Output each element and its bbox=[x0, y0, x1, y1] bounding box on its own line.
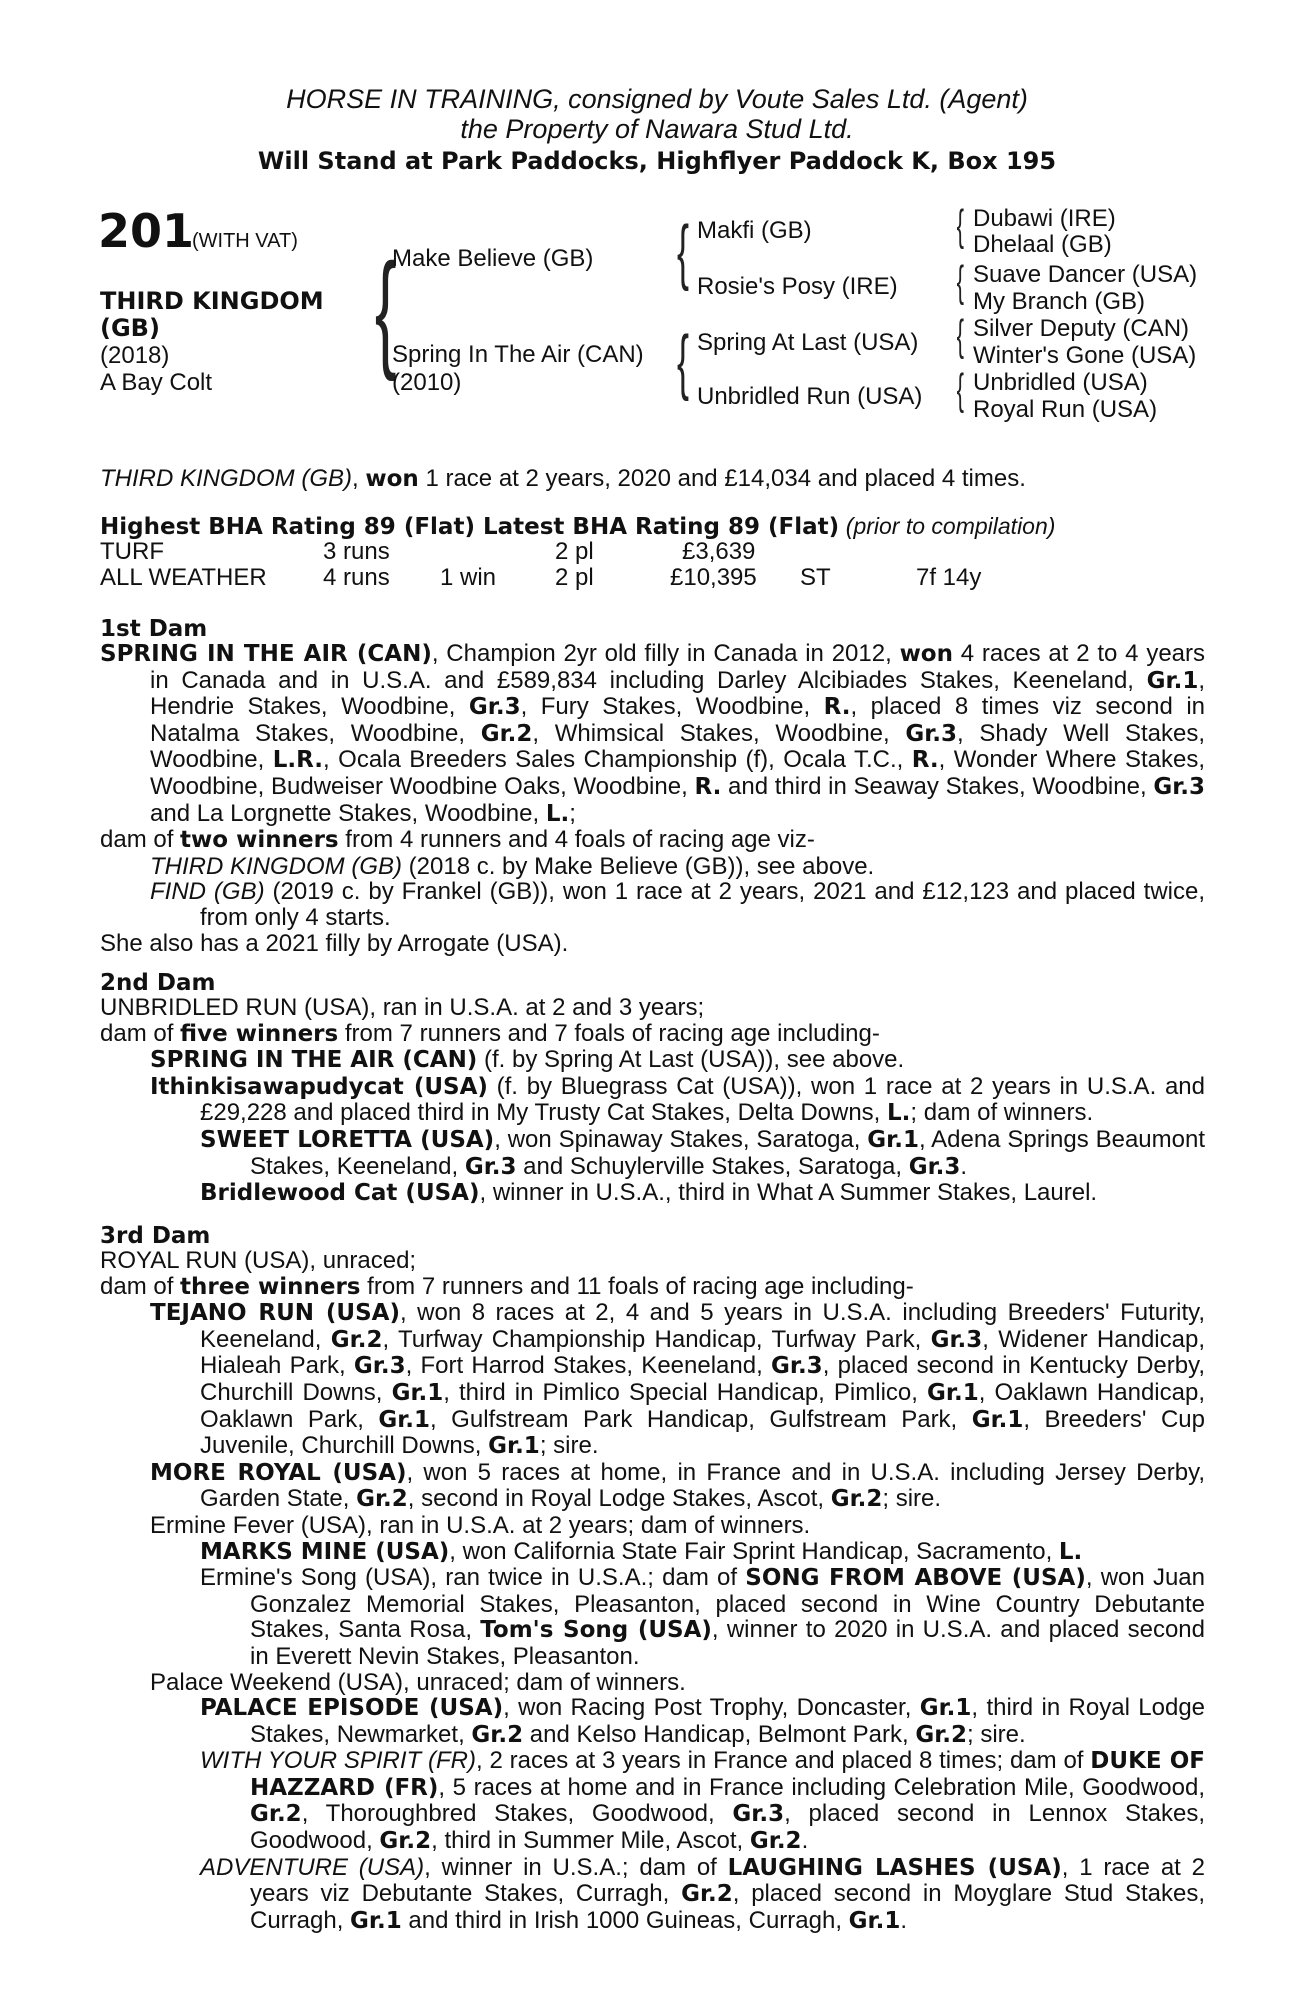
text-run: . bbox=[801, 1827, 809, 1855]
text-run: , placed second in Kentucky Derby, Churchill Downs, bbox=[200, 1352, 1205, 1406]
horse-description: A Bay Colt bbox=[100, 369, 213, 396]
text-run: , won Juan Gonzalez Memorial Stakes, Pleasanton, placed second in Wine Country Debutante Stakes, Santa Rosa, bbox=[250, 1564, 1205, 1644]
text-run: , Champion 2yr old filly in Canada in 2012, bbox=[431, 640, 900, 667]
second-dam-heading: 2nd Dam bbox=[100, 970, 216, 996]
pedigree-sire-dam: Rosie's Posy (IRE) bbox=[697, 273, 898, 300]
text-run: , Shady Well Stakes, Woodbine, bbox=[150, 719, 1206, 774]
text-run: PALACE EPISODE (USA) bbox=[200, 1695, 504, 1722]
rating-bold: Highest BHA Rating 89 (Flat) Latest BHA Rating 89 (Flat) bbox=[100, 514, 840, 540]
pedigree-brace-main: { bbox=[374, 236, 397, 382]
aw-going: ST bbox=[800, 564, 831, 591]
text-run: Gr.3 bbox=[464, 1153, 517, 1180]
text-run: , Breeders' Cup Juvenile, Churchill Downs, bbox=[200, 1405, 1205, 1460]
text-run: dam of bbox=[100, 826, 181, 854]
race-summary: THIRD KINGDOM (GB), won 1 race at 2 years, 2020 and £14,034 and placed 4 times. bbox=[100, 465, 1026, 492]
text-run: (2019 c. by Frankel (GB)), won 1 race at 2 years, 2021 and £12,123 and placed twice, from only 4 starts. bbox=[200, 878, 1205, 931]
text-run: . bbox=[960, 1152, 968, 1180]
dam3-p7 bbox=[100, 1565, 1205, 1669]
text-run: DUKE OF HAZZARD (FR) bbox=[250, 1748, 1206, 1801]
text-run: Gr.2 bbox=[749, 1828, 802, 1855]
summary-text: 1 race at 2 years, 2020 and £14,034 and placed 4 times. bbox=[418, 465, 1026, 492]
text-run: Gr.2 bbox=[480, 720, 533, 747]
text-run: , Hendrie Stakes, Woodbine, bbox=[150, 666, 1205, 721]
text-run: , Thoroughbred Stakes, Goodwood, bbox=[301, 1800, 733, 1828]
third-dam-heading: 3rd Dam bbox=[100, 1223, 211, 1249]
text-run: and Kelso Handicap, Belmont Park, bbox=[523, 1720, 916, 1748]
dam1-p3 bbox=[100, 854, 1205, 880]
text-run: L. bbox=[887, 1100, 911, 1127]
pedigree-sds: Suave Dancer (USA) bbox=[973, 261, 1198, 288]
text-run: ; dam of winners. bbox=[910, 1099, 1094, 1127]
text-run: Palace Weekend (USA), unraced; dam of winners. bbox=[150, 1668, 686, 1696]
pedigree-sire: Make Believe (GB) bbox=[392, 245, 594, 272]
pedigree-dam-dam: Unbridled Run (USA) bbox=[697, 383, 923, 410]
text-run: Gr.3 bbox=[1153, 773, 1206, 800]
text-run: MORE ROYAL (USA) bbox=[150, 1459, 407, 1486]
first-dam-heading: 1st Dam bbox=[100, 616, 208, 642]
text-run: Gr.3 bbox=[905, 720, 958, 747]
text-run: ; bbox=[569, 799, 576, 827]
dam3-p9 bbox=[100, 1695, 1205, 1748]
dam2-p3 bbox=[100, 1047, 1205, 1074]
summary-name: THIRD KINGDOM (GB) bbox=[100, 465, 352, 492]
text-run: SWEET LORETTA (USA) bbox=[200, 1126, 495, 1153]
text-run: , placed second in Lennox Stakes, Goodwood, bbox=[250, 1800, 1205, 1855]
text-run: from 7 runners and 11 foals of racing age including- bbox=[360, 1272, 914, 1300]
turf-placed: 2 pl bbox=[555, 538, 594, 565]
dam3-p4 bbox=[100, 1460, 1205, 1513]
pedigree-brace-sd: { bbox=[956, 257, 965, 306]
aw-wins: 1 win bbox=[440, 564, 497, 591]
text-run: SONG FROM ABOVE (USA) bbox=[745, 1565, 1086, 1592]
horse-name: THIRD KINGDOM bbox=[100, 287, 324, 315]
text-run: dam of bbox=[100, 1272, 181, 1300]
text-run: , Widener Handicap, Hialeah Park, bbox=[200, 1325, 1206, 1380]
text-run: . bbox=[900, 1906, 908, 1934]
text-run: , won Racing Post Trophy, Doncaster, bbox=[503, 1694, 920, 1722]
text-run: Gr.3 bbox=[732, 1801, 785, 1828]
bha-rating bbox=[100, 513, 1055, 541]
second-dam-section bbox=[100, 995, 1205, 1207]
text-run: (2018 c. by Make Believe (GB)), see above. bbox=[402, 852, 875, 880]
text-run: , won 5 races at home, in France and in U.S.A. including Jersey Derby, Garden State, bbox=[200, 1458, 1205, 1513]
text-run: L. bbox=[1058, 1538, 1083, 1565]
pedigree-sdd: My Branch (GB) bbox=[973, 288, 1146, 315]
text-run: , third in Summer Mile, Ascot, bbox=[431, 1827, 750, 1855]
pedigree-dsd: Winter's Gone (USA) bbox=[973, 342, 1197, 369]
text-run: , Oaklawn Handicap, Oaklawn Park, bbox=[200, 1378, 1205, 1433]
text-run: R. bbox=[911, 747, 939, 774]
aw-distance: 7f 14y bbox=[916, 564, 982, 591]
text-run: , placed second in Moyglare Stud Stakes, Curragh, bbox=[250, 1880, 1205, 1934]
pedigree-dss: Silver Deputy (CAN) bbox=[973, 315, 1190, 342]
text-run: Ermine's Song (USA), ran twice in U.S.A.; dam of bbox=[200, 1564, 746, 1592]
text-run: five winners bbox=[180, 1020, 339, 1047]
dam3-p5 bbox=[100, 1513, 1205, 1539]
text-run: Gr.2 bbox=[681, 1881, 733, 1908]
text-run: and third in Irish 1000 Guineas, Curragh, bbox=[401, 1906, 849, 1934]
dam1-p5 bbox=[100, 931, 1205, 957]
text-run: Gr.1 bbox=[919, 1695, 972, 1722]
text-run: Gr.2 bbox=[915, 1721, 967, 1748]
vat-label: (WITH VAT) bbox=[192, 230, 298, 252]
text-run: , winner in U.S.A.; dam of bbox=[424, 1853, 728, 1881]
pedigree-brace-ss: { bbox=[956, 201, 965, 250]
text-run: TEJANO RUN (USA) bbox=[150, 1300, 400, 1327]
text-run: UNBRIDLED RUN (USA), ran in U.S.A. at 2 and 3 years; bbox=[100, 994, 705, 1021]
pedigree-brace-dam: { bbox=[677, 322, 690, 402]
text-run: Gr.1 bbox=[488, 1433, 540, 1460]
text-run: , Fort Harrod Stakes, Keeneland, bbox=[405, 1352, 771, 1380]
dam3-p8 bbox=[100, 1670, 1205, 1696]
text-run: ADVENTURE (USA) bbox=[200, 1853, 425, 1881]
pedigree-dds: Unbridled (USA) bbox=[973, 369, 1148, 396]
text-run: , winner in U.S.A., third in What A Summer Stakes, Laurel. bbox=[479, 1179, 1098, 1207]
text-run: , 2 races at 3 years in France and placed 8 times; dam of bbox=[475, 1747, 1091, 1775]
text-run: , won Spinaway Stakes, Saratoga, bbox=[494, 1125, 868, 1153]
text-run: , third in Pimlico Special Handicap, Pimlico, bbox=[443, 1378, 928, 1406]
text-run: (f. by Spring At Last (USA)), see above. bbox=[477, 1046, 905, 1074]
dam1-p2 bbox=[100, 827, 1205, 854]
text-run: , Gulfstream Park Handicap, Gulfstream Park, bbox=[430, 1405, 972, 1433]
pedigree-dam-sire: Spring At Last (USA) bbox=[697, 329, 919, 356]
text-run: , placed 8 times viz second in Natalma Stakes, Woodbine, bbox=[150, 693, 1205, 747]
property-line: the Property of Nawara Stud Ltd. bbox=[460, 114, 854, 144]
text-run: THIRD KINGDOM (GB) bbox=[150, 852, 402, 880]
text-run: Gr.3 bbox=[930, 1326, 983, 1353]
pedigree-ssd: Dhelaal (GB) bbox=[973, 231, 1112, 258]
lot-number: 201 bbox=[98, 204, 195, 258]
rating-note: (prior to compilation) bbox=[845, 513, 1056, 539]
text-run: Ithinkisawapudycat (USA) bbox=[150, 1073, 488, 1100]
text-run: , won 8 races at 2, 4 and 5 years in U.S.A. including Breeders' Futurity, Keeneland, bbox=[200, 1299, 1205, 1353]
aw-prize: £10,395 bbox=[670, 564, 757, 591]
text-run: Gr.2 bbox=[356, 1486, 408, 1513]
text-run: Ermine Fever (USA), ran in U.S.A. at 2 years; dam of winners. bbox=[150, 1511, 811, 1539]
dam2-p4 bbox=[100, 1074, 1205, 1127]
text-run: ; sire. bbox=[882, 1485, 942, 1513]
text-run: Bridlewood Cat (USA) bbox=[200, 1180, 480, 1207]
dam3-p11 bbox=[100, 1855, 1205, 1935]
dam2-p6 bbox=[100, 1180, 1205, 1207]
text-run: 4 races at 2 to 4 years in Canada and in U.S.A. and £589,834 including Darley Alcibiades Stakes, Keeneland, bbox=[150, 640, 1206, 694]
turf-prize: £3,639 bbox=[682, 538, 756, 565]
text-run: SPRING IN THE AIR (CAN) bbox=[150, 1047, 478, 1074]
text-run: , Ocala Breeders Sales Championship (f), Ocala T.C., bbox=[323, 746, 912, 774]
text-run: , 5 races at home and in France including Celebration Mile, Goodwood, bbox=[438, 1773, 1205, 1801]
text-run: , Adena Springs Beaumont Stakes, Keeneland, bbox=[250, 1125, 1205, 1180]
text-run: , Whimsical Stakes, Woodbine, bbox=[532, 719, 906, 747]
text-run: FIND (GB) bbox=[150, 878, 265, 906]
text-run: Gr.2 bbox=[250, 1801, 302, 1828]
text-run: Gr.1 bbox=[391, 1379, 444, 1406]
text-run: Gr.1 bbox=[867, 1126, 919, 1153]
pedigree-sire-sire: Makfi (GB) bbox=[697, 217, 812, 244]
text-run: , Wonder Where Stakes, Woodbine, Budweiser Woodbine Oaks, Woodbine, bbox=[150, 746, 1206, 800]
text-run: won bbox=[899, 641, 953, 667]
dam3-p3 bbox=[100, 1300, 1205, 1460]
dam3-p2 bbox=[100, 1274, 1205, 1301]
text-run: Gr.1 bbox=[927, 1379, 979, 1406]
text-run: Gr.2 bbox=[330, 1326, 383, 1353]
text-run: ; sire. bbox=[539, 1432, 599, 1460]
pedigree-dam-year: (2010) bbox=[392, 369, 462, 396]
text-run: She also has a 2021 filly by Arrogate (USA). bbox=[100, 929, 569, 957]
text-run: Gr.1 bbox=[971, 1406, 1024, 1433]
turf-runs: 3 runs bbox=[323, 538, 390, 565]
text-run: Gr.1 bbox=[378, 1406, 431, 1433]
text-run: , third in Royal Lodge Stakes, Newmarket, bbox=[250, 1694, 1206, 1748]
dam1-p1 bbox=[100, 641, 1205, 827]
text-run: Gr.1 bbox=[848, 1907, 901, 1934]
location-line: Will Stand at Park Paddocks, Highflyer Paddock K, Box 195 bbox=[257, 147, 1057, 175]
dam2-p2 bbox=[100, 1021, 1205, 1048]
pedigree-ddd: Royal Run (USA) bbox=[973, 396, 1158, 423]
text-run: and La Lorgnette Stakes, Woodbine, bbox=[150, 799, 546, 827]
aw-surface: ALL WEATHER bbox=[100, 564, 267, 591]
aw-placed: 2 pl bbox=[555, 564, 594, 591]
text-run: from 7 runners and 7 foals of racing age including- bbox=[338, 1019, 880, 1047]
dam3-p6 bbox=[100, 1539, 1205, 1566]
text-run: WITH YOUR SPIRIT (FR) bbox=[200, 1747, 476, 1775]
text-run: SPRING IN THE AIR (CAN) bbox=[100, 641, 432, 667]
text-run: L. bbox=[545, 800, 570, 827]
text-run: Gr.1 bbox=[1146, 667, 1199, 694]
text-run: Gr.3 bbox=[353, 1353, 406, 1380]
dam2-p5 bbox=[100, 1127, 1205, 1180]
horse-year: (2018) bbox=[100, 342, 170, 369]
text-run: R. bbox=[694, 773, 722, 800]
dam3-p10 bbox=[100, 1748, 1205, 1854]
text-run: , second in Royal Lodge Stakes, Ascot, bbox=[407, 1485, 831, 1513]
first-dam-section bbox=[100, 641, 1205, 956]
dam3-p1 bbox=[100, 1248, 1205, 1274]
text-run: , 1 race at 2 years viz Debutante Stakes, Curragh, bbox=[250, 1853, 1205, 1908]
text-run: , winner to 2020 in U.S.A. and placed second in Everett Nevin Stakes, Pleasanton. bbox=[250, 1616, 1205, 1670]
text-run: Tom's Song (USA) bbox=[480, 1617, 712, 1644]
pedigree-brace-sire: { bbox=[677, 212, 690, 292]
text-run: ROYAL RUN (USA), unraced; bbox=[100, 1247, 417, 1274]
dam1-p4 bbox=[100, 879, 1205, 930]
dam2-p1 bbox=[100, 995, 1205, 1021]
text-run: , won California State Fair Sprint Handicap, Sacramento, bbox=[449, 1537, 1059, 1565]
turf-surface: TURF bbox=[100, 538, 164, 565]
text-run: ; sire. bbox=[967, 1720, 1026, 1748]
text-run: Gr.3 bbox=[468, 694, 521, 721]
text-run: Gr.2 bbox=[471, 1721, 524, 1748]
text-run: two winners bbox=[180, 827, 339, 854]
pedigree-brace-dd: { bbox=[956, 365, 965, 414]
pedigree-dam: Spring In The Air (CAN) bbox=[392, 341, 644, 368]
text-run: , Fury Stakes, Woodbine, bbox=[520, 693, 824, 721]
pedigree-sss: Dubawi (IRE) bbox=[973, 205, 1116, 232]
text-run: , Turfway Championship Handicap, Turfway Park, bbox=[382, 1325, 931, 1353]
text-run: Gr.2 bbox=[379, 1828, 432, 1855]
text-run: and Schuylerville Stakes, Saratoga, bbox=[516, 1152, 909, 1180]
text-run: dam of bbox=[100, 1019, 181, 1047]
text-run: R. bbox=[823, 694, 851, 721]
text-run: (f. by Bluegrass Cat (USA)), won 1 race at 2 years in U.S.A. and £29,228 and placed third in My Trusty Cat Stakes, Delta Downs, bbox=[200, 1072, 1206, 1127]
summary-won: won bbox=[365, 466, 419, 492]
text-run: Gr.2 bbox=[830, 1486, 883, 1513]
text-run: Gr.1 bbox=[350, 1907, 402, 1934]
pedigree-brace-ds: { bbox=[956, 311, 965, 360]
text-run: three winners bbox=[180, 1273, 361, 1300]
text-run: and third in Seaway Stakes, Woodbine, bbox=[721, 772, 1154, 800]
text-run: LAUGHING LASHES (USA) bbox=[727, 1854, 1062, 1881]
horse-country: (GB) bbox=[100, 314, 160, 342]
text-run: MARKS MINE (USA) bbox=[200, 1538, 450, 1565]
text-run: L.R. bbox=[272, 747, 324, 774]
text-run: from 4 runners and 4 foals of racing age viz- bbox=[338, 826, 815, 854]
aw-runs: 4 runs bbox=[323, 564, 390, 591]
consignor-line: HORSE IN TRAINING, consigned by Voute Sales Ltd. (Agent) bbox=[286, 84, 1028, 114]
third-dam-section bbox=[100, 1248, 1205, 1934]
text-run: Gr.3 bbox=[908, 1153, 961, 1180]
text-run: Gr.3 bbox=[771, 1353, 823, 1380]
